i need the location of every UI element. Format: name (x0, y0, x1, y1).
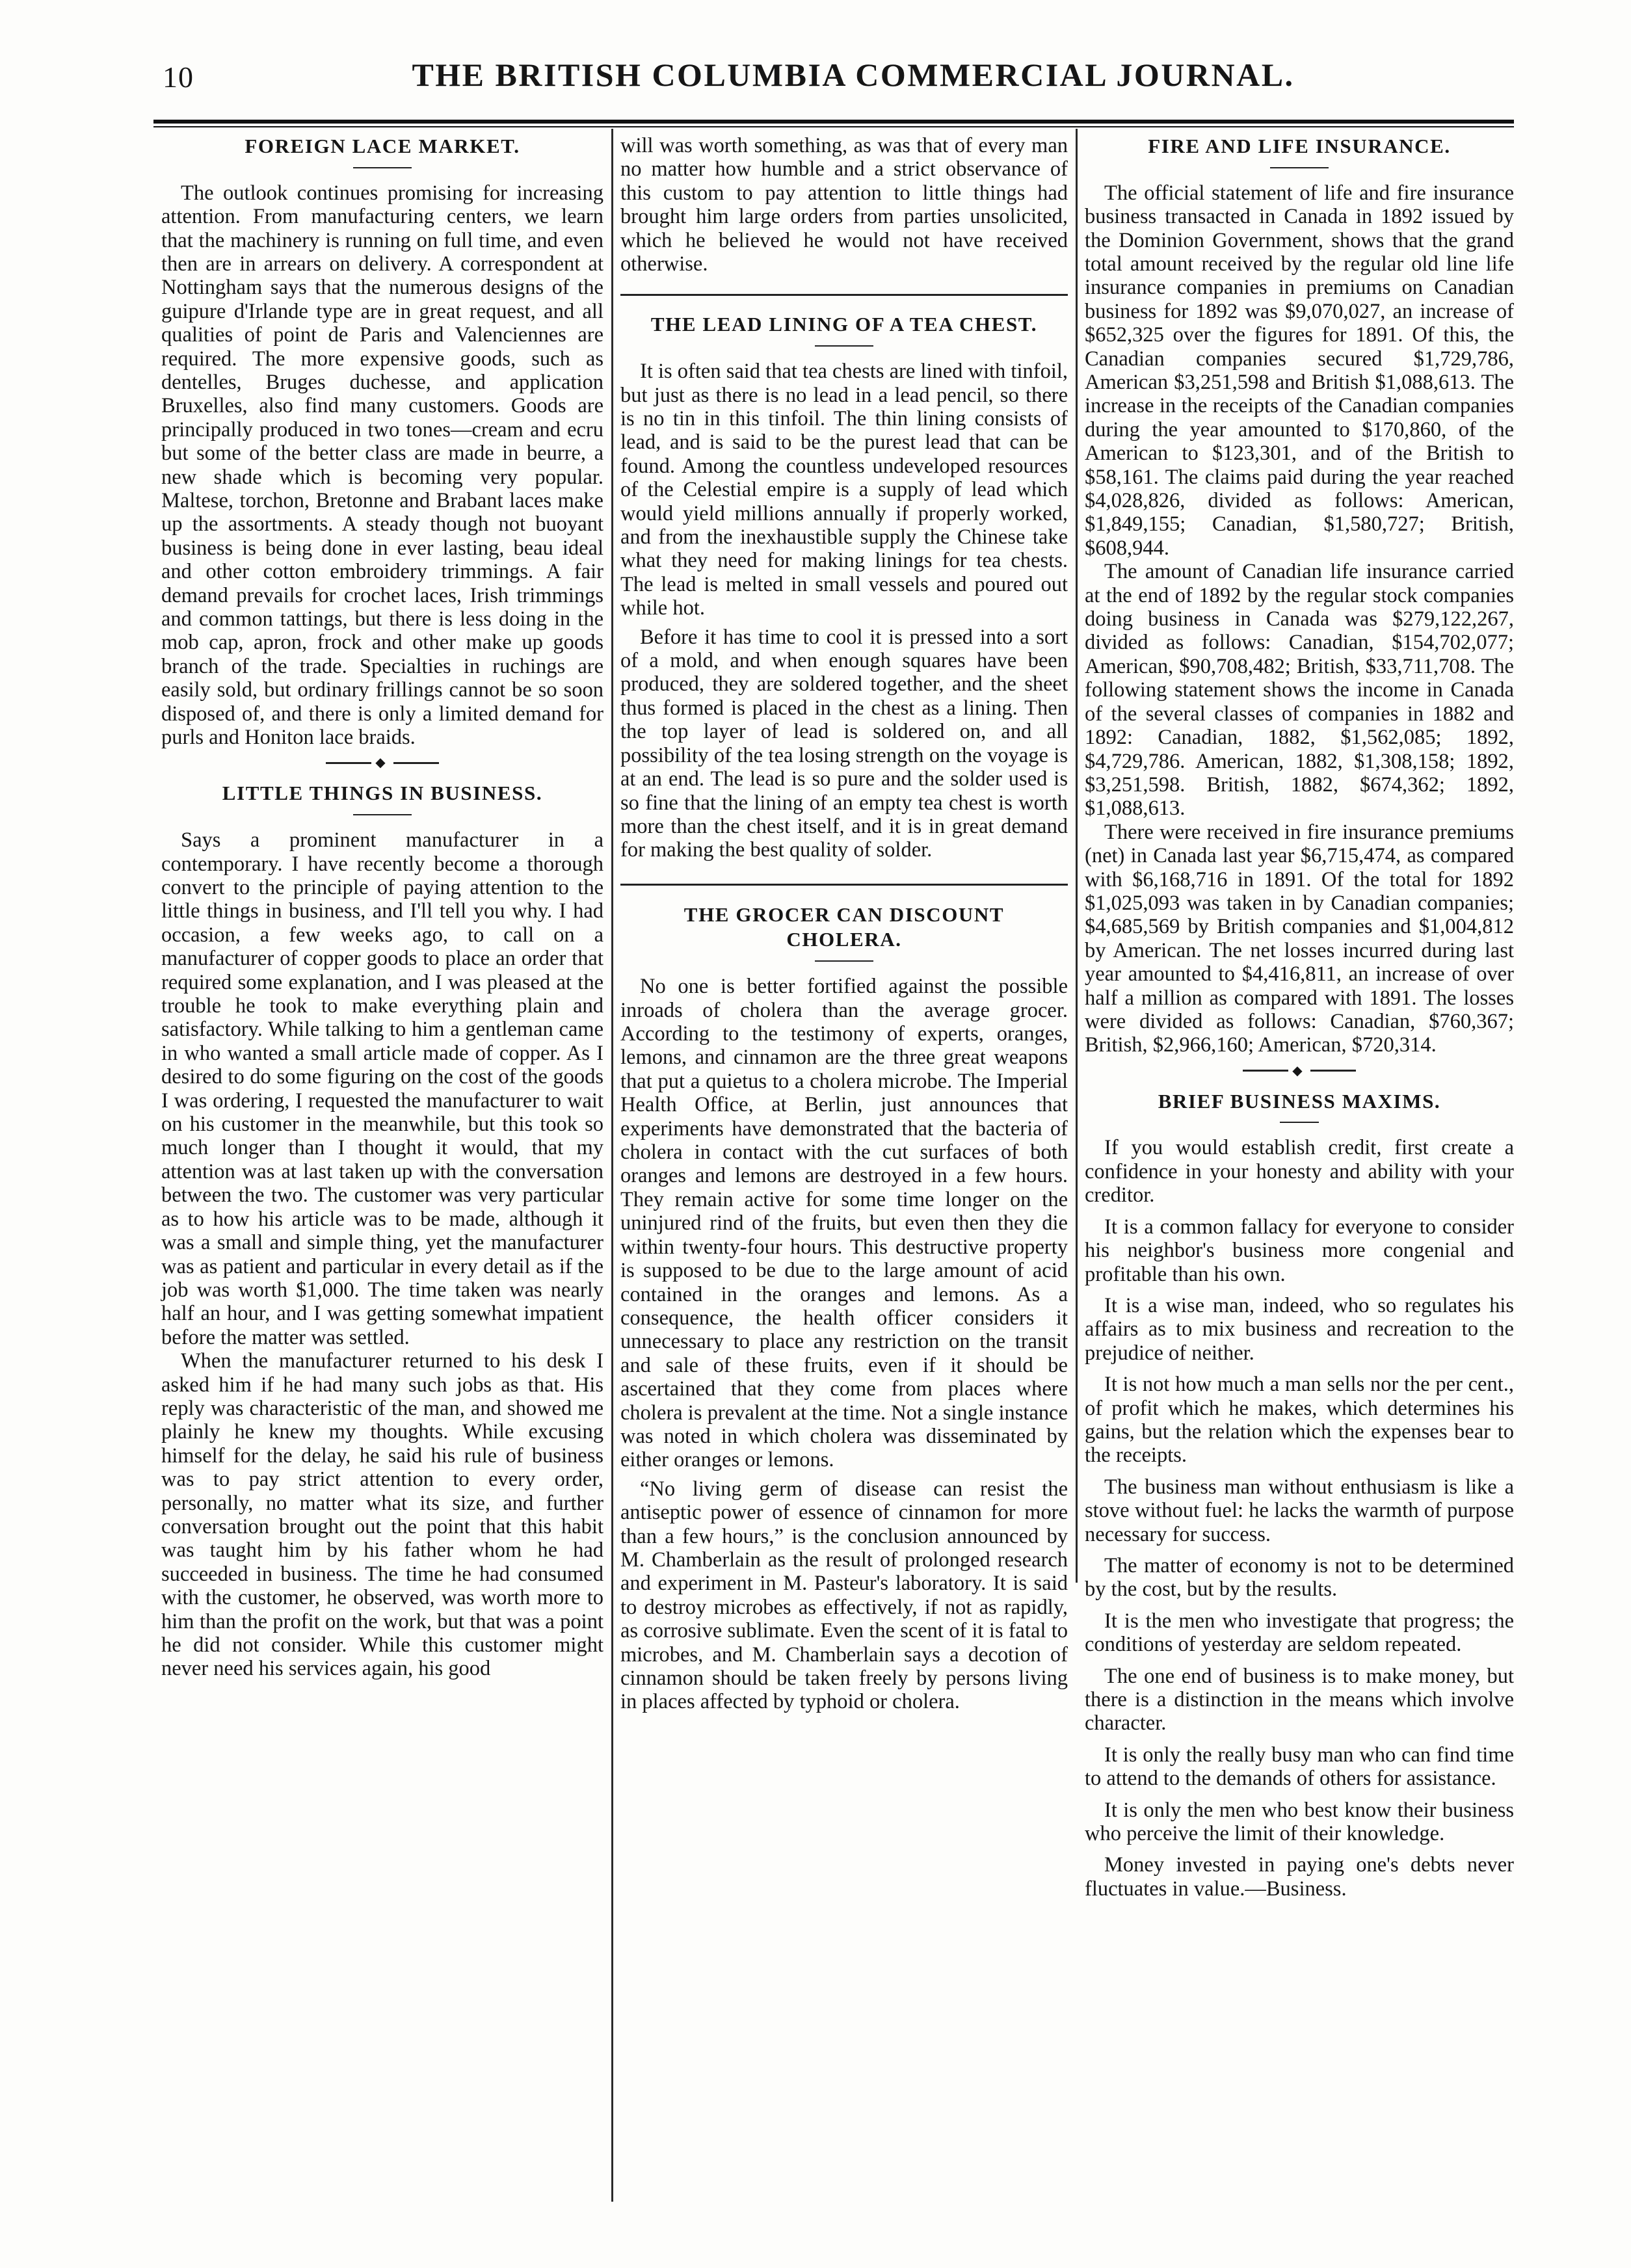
article-lead-lining-tea-chest (620, 312, 1068, 862)
column-3 (1085, 134, 1514, 1901)
article-title: BRIEF BUSINESS MAXIMS. (1158, 1089, 1441, 1113)
maxim: The one end of business is to make money, but there is a distinction in the means which involve character. (1085, 1664, 1514, 1735)
paragraph: “No living germ of disease can resist the antiseptic power of essence of cinnamon for more than a few hours,” is the conclusion announced by M. Chamberlain as the result of prolonged research and experiment in M. Pasteur's laboratory. It is said to destroy microbes as effectively, if not as rapidly, as corrosive sublimate. Even the scent of it is fatal to microbes, and M. Chamberlain says a decotion of cinnamon should be taken freely by persons living in places affected by typhoid or cholera. (620, 1477, 1068, 1714)
maxim: Money invested in paying one's debts never fluctuates in value.—Business. (1085, 1853, 1514, 1901)
maxim: If you would establish credit, first create a confidence in your honesty and ability with your creditor. (1085, 1136, 1514, 1207)
paragraph: It is often said that tea chests are lined with tinfoil, but just as there is no lead in a lead pencil, so there is no tin in this tinfoil. The thin lining consists of lead, and is said to be the purest lead that can be found. Among the countless undeveloped resources of the Celestial empire is a supply of lead which would yield millions annually if properly worked, and from the inexhaustible supply the Chinese take what they need for making linings for tea chests. The lead is melted in small vessels and poured out while hot. (620, 360, 1068, 620)
article-grocer-cholera (620, 903, 1068, 1714)
column-1 (161, 134, 603, 1681)
paragraph: The official statement of life and fire insurance business transacted in Canada in 1892 issued by the Dominion Government, shows that the grand total amount received by the regular old line life insurance companies in premiums on Canadian business for 1892 was $9,070,027, an increase of $652,325 over the figures for 1891. Of this, the Canadian companies secured $1,729,786, American $3,251,598 and British $1,088,613. The increase in the receipts of the Canadian companies during the year amounted to $170,860, of the American to $123,301, and of the British to $58,161. The claims paid during the year reached $4,028,826, divided as follows: American, $1,849,155; Canadian, $1,580,727; British, $608,944. (1085, 181, 1514, 560)
article-body (161, 828, 603, 1681)
column-divider (1076, 129, 1078, 1583)
paragraph: Before it has time to cool it is pressed into a sort of a mold, and when enough squares have been produced, they are soldered together, and the sheet thus formed is placed in the chest as a lining. Then the top layer of lead is soldered on, and all possibility of the tea losing strength on the voyage is at an end. The lead is so pure and the solder used is so fine that the lining of an empty tea chest is worth more than the chest itself, and it is in great demand for making the best quality of solder. (620, 625, 1068, 862)
article-little-things-in-business (161, 781, 603, 1680)
title-rule (353, 167, 412, 168)
paragraph: will was worth something, as was that of every man no matter how humble and a strict observance of this custom to pay attention to little things had brought him large orders from parties unsolicited, which he believed he would not have received otherwise. (620, 134, 1068, 276)
article-body (1085, 181, 1514, 1057)
title-line: CHOLERA. (786, 928, 902, 951)
article-body (620, 975, 1068, 1714)
continued-text (620, 134, 1068, 276)
paragraph: No one is better fortified against the possible inroads of cholera than the average grocer. According to the testimony of experts, oranges, lemons, and cinnamon are the three great weapons that put a quietus to a cholera microbe. The Imperial Health Office, at Berlin, just announces that experiments have demonstrated that the bacteria of cholera in contact with the cut surfaces of both oranges and lemons are destroyed in a few hours. They remain active for some time longer on the uninjured rind of the fruits, but even then they die within twenty-four hours. This destructive property is supposed to be due to the large amount of acid contained in the oranges and lemons. As a consequence, the health officer considers it unnecessary to place any restriction on the transit and sale of these fruits, even if it should be ascertained that they come from places where cholera is prevalent at the time. Not a single instance was noted in which cholera was disseminated by either oranges or lemons. (620, 975, 1068, 1472)
article-title: FOREIGN LACE MARKET. (245, 135, 520, 157)
title-rule (815, 345, 873, 347)
article-title (620, 903, 1068, 953)
paragraph: The outlook continues promising for increasing attention. From manufacturing centers, we learn that the machinery is running on full time, and even then are in arrears on delivery. A correspondent at Nottingham says that the numerous designs of the guipure d'Irlande type are in great request, and all qualities of point de Paris and Valenciennes are required. The more expensive goods, such as dentelles, Bruges duchesse, and application Bruxelles, also find many customers. Goods are principally produced in two tones—cream and ecru but some of the better class are made in beurre, a new shade which is becoming very popular. Maltese, torchon, Bretonne and Brabant laces make up the assortments. A steady though not buoyant business is being done in ever lasting, beau ideal and other cotton embroidery trimmings. A fair demand prevails for crochet laces, Irish trimmings and common tattings, but there is less doing in the mob cap, apron, frock and other make up goods branch of the trade. Specialties in ruchings are easily sold, but ordinary frillings cannot be so soon disposed of, and there is only a limited demand for purls and Honiton lace braids. (161, 181, 603, 750)
title-rule (1270, 167, 1329, 168)
article-foreign-lace-market (161, 134, 603, 750)
article-title: FIRE AND LIFE INSURANCE. (1148, 135, 1451, 157)
maxim: It is not how much a man sells nor the per cent., of profit which he makes, which determines his gains, but the relation which the expenses bear to the receipts. (1085, 1373, 1514, 1468)
paragraph: The amount of Canadian life insurance carried at the end of 1892 by the regular stock companies doing business in Canada was $279,122,267, divided as follows: Canadian, $154,702,077; American, $90,708,482; British, $33,711,708. The following statement shows the income in Canada of the several classes of companies in 1882 and 1892: Canadian, 1882, $1,562,085; 1892, $4,729,786. American, 1882, $1,308,158; 1892, $3,251,598. British, 1882, $674,362; 1892, $1,088,613. (1085, 560, 1514, 821)
title-rule (815, 960, 873, 962)
header-rule (153, 120, 1514, 124)
maxim: It is only the really busy man who can find time to attend to the demands of others for assistance. (1085, 1743, 1514, 1791)
title-rule (1280, 1122, 1319, 1123)
header-rule-thin (153, 126, 1514, 127)
article-title: LITTLE THINGS IN BUSINESS. (222, 782, 543, 805)
article-brief-business-maxims (1085, 1089, 1514, 1901)
maxim: It is a wise man, indeed, who so regulates his affairs as to mix business and recreation to the prejudice of neither. (1085, 1293, 1514, 1365)
maxim: It is a common fallacy for everyone to consider his neighbor's business more congenial and profitable than his own. (1085, 1215, 1514, 1286)
maxims-list (1085, 1136, 1514, 1901)
article-title: THE LEAD LINING OF A TEA CHEST. (650, 313, 1038, 336)
article-fire-and-life-insurance (1085, 134, 1514, 1057)
maxim: It is only the men who best know their business who perceive the limit of their knowledge. (1085, 1798, 1514, 1846)
title-line: THE GROCER CAN DISCOUNT (683, 903, 1005, 926)
section-ornament: ◆ (1085, 1062, 1514, 1077)
paragraph: Says a prominent manufacturer in a contemporary. I have recently become a thorough convert to the principle of paying attention to the little things in business, and I'll tell you why. I had occasion, a few weeks ago, to call on a manufacturer of copper goods to place an order that required some explanation, and I was pleased at the trouble he took to make everything plain and satisfactory. While talking to him a gentleman came in who wanted a small article made of copper. As I desired to do some figuring on the cost of the goods I was ordering, I requested the manufacturer to wait on his customer in the meanwhile, but this took so much longer than I thought it would, that my attention was at last taken up with the conversation between the two. The customer was very particular as to how his article was to be made, although it was a small and simple thing, yet the manufacturer was as patient and particular in every detail as if the job was worth $1,000. The time taken was nearly half an hour, and I was getting somewhat impatient before the matter was settled. (161, 828, 603, 1349)
maxim: The business man without enthusiasm is like a stove without fuel: he lacks the warmth of purpose necessary for success. (1085, 1475, 1514, 1546)
page-header (153, 56, 1514, 114)
column-2 (620, 134, 1068, 1714)
article-body (620, 360, 1068, 862)
paragraph: There were received in fire insurance premiums (net) in Canada last year $6,715,474, as compared with $6,168,716 in 1891. Of the total for 1892 $1,025,093 was taken in by Canadian companies; $4,685,569 by British companies and $1,004,812 by American. The net losses incurred during last year amounted to $4,416,811, an increase of over half a million as compared with 1891. The losses were divided as follows: Canadian, $760,367; British, $2,966,160; American, $720,314. (1085, 820, 1514, 1057)
journal-title: THE BRITISH COLUMBIA COMMERCIAL JOURNAL. (412, 57, 1295, 93)
maxim: It is the men who investigate that progress; the conditions of yesterday are seldom repeated. (1085, 1609, 1514, 1657)
section-rule (620, 877, 1068, 891)
maxim: The matter of economy is not to be determined by the cost, but by the results. (1085, 1553, 1514, 1602)
section-ornament: ◆ (161, 755, 603, 770)
column-divider (611, 129, 613, 2202)
section-rule (620, 286, 1068, 300)
paragraph: When the manufacturer returned to his desk I asked him if he had many such jobs as that. His reply was characteristic of the man, and showed me plainly he knew my thoughts. While excusing himself for the delay, he said his rule of business was to pay strict attention to every order, personally, no matter what its size, and further conversation brought out the point that this habit was taught him by his father whom he had succeeded in business. The time he had consumed with the customer, he observed, was worth more to him than the profit on the work, but that was a point he did not consider. While this customer might never need his services again, his good (161, 1349, 603, 1681)
title-rule (353, 814, 412, 815)
article-body (161, 181, 603, 750)
page-number: 10 (163, 60, 194, 94)
